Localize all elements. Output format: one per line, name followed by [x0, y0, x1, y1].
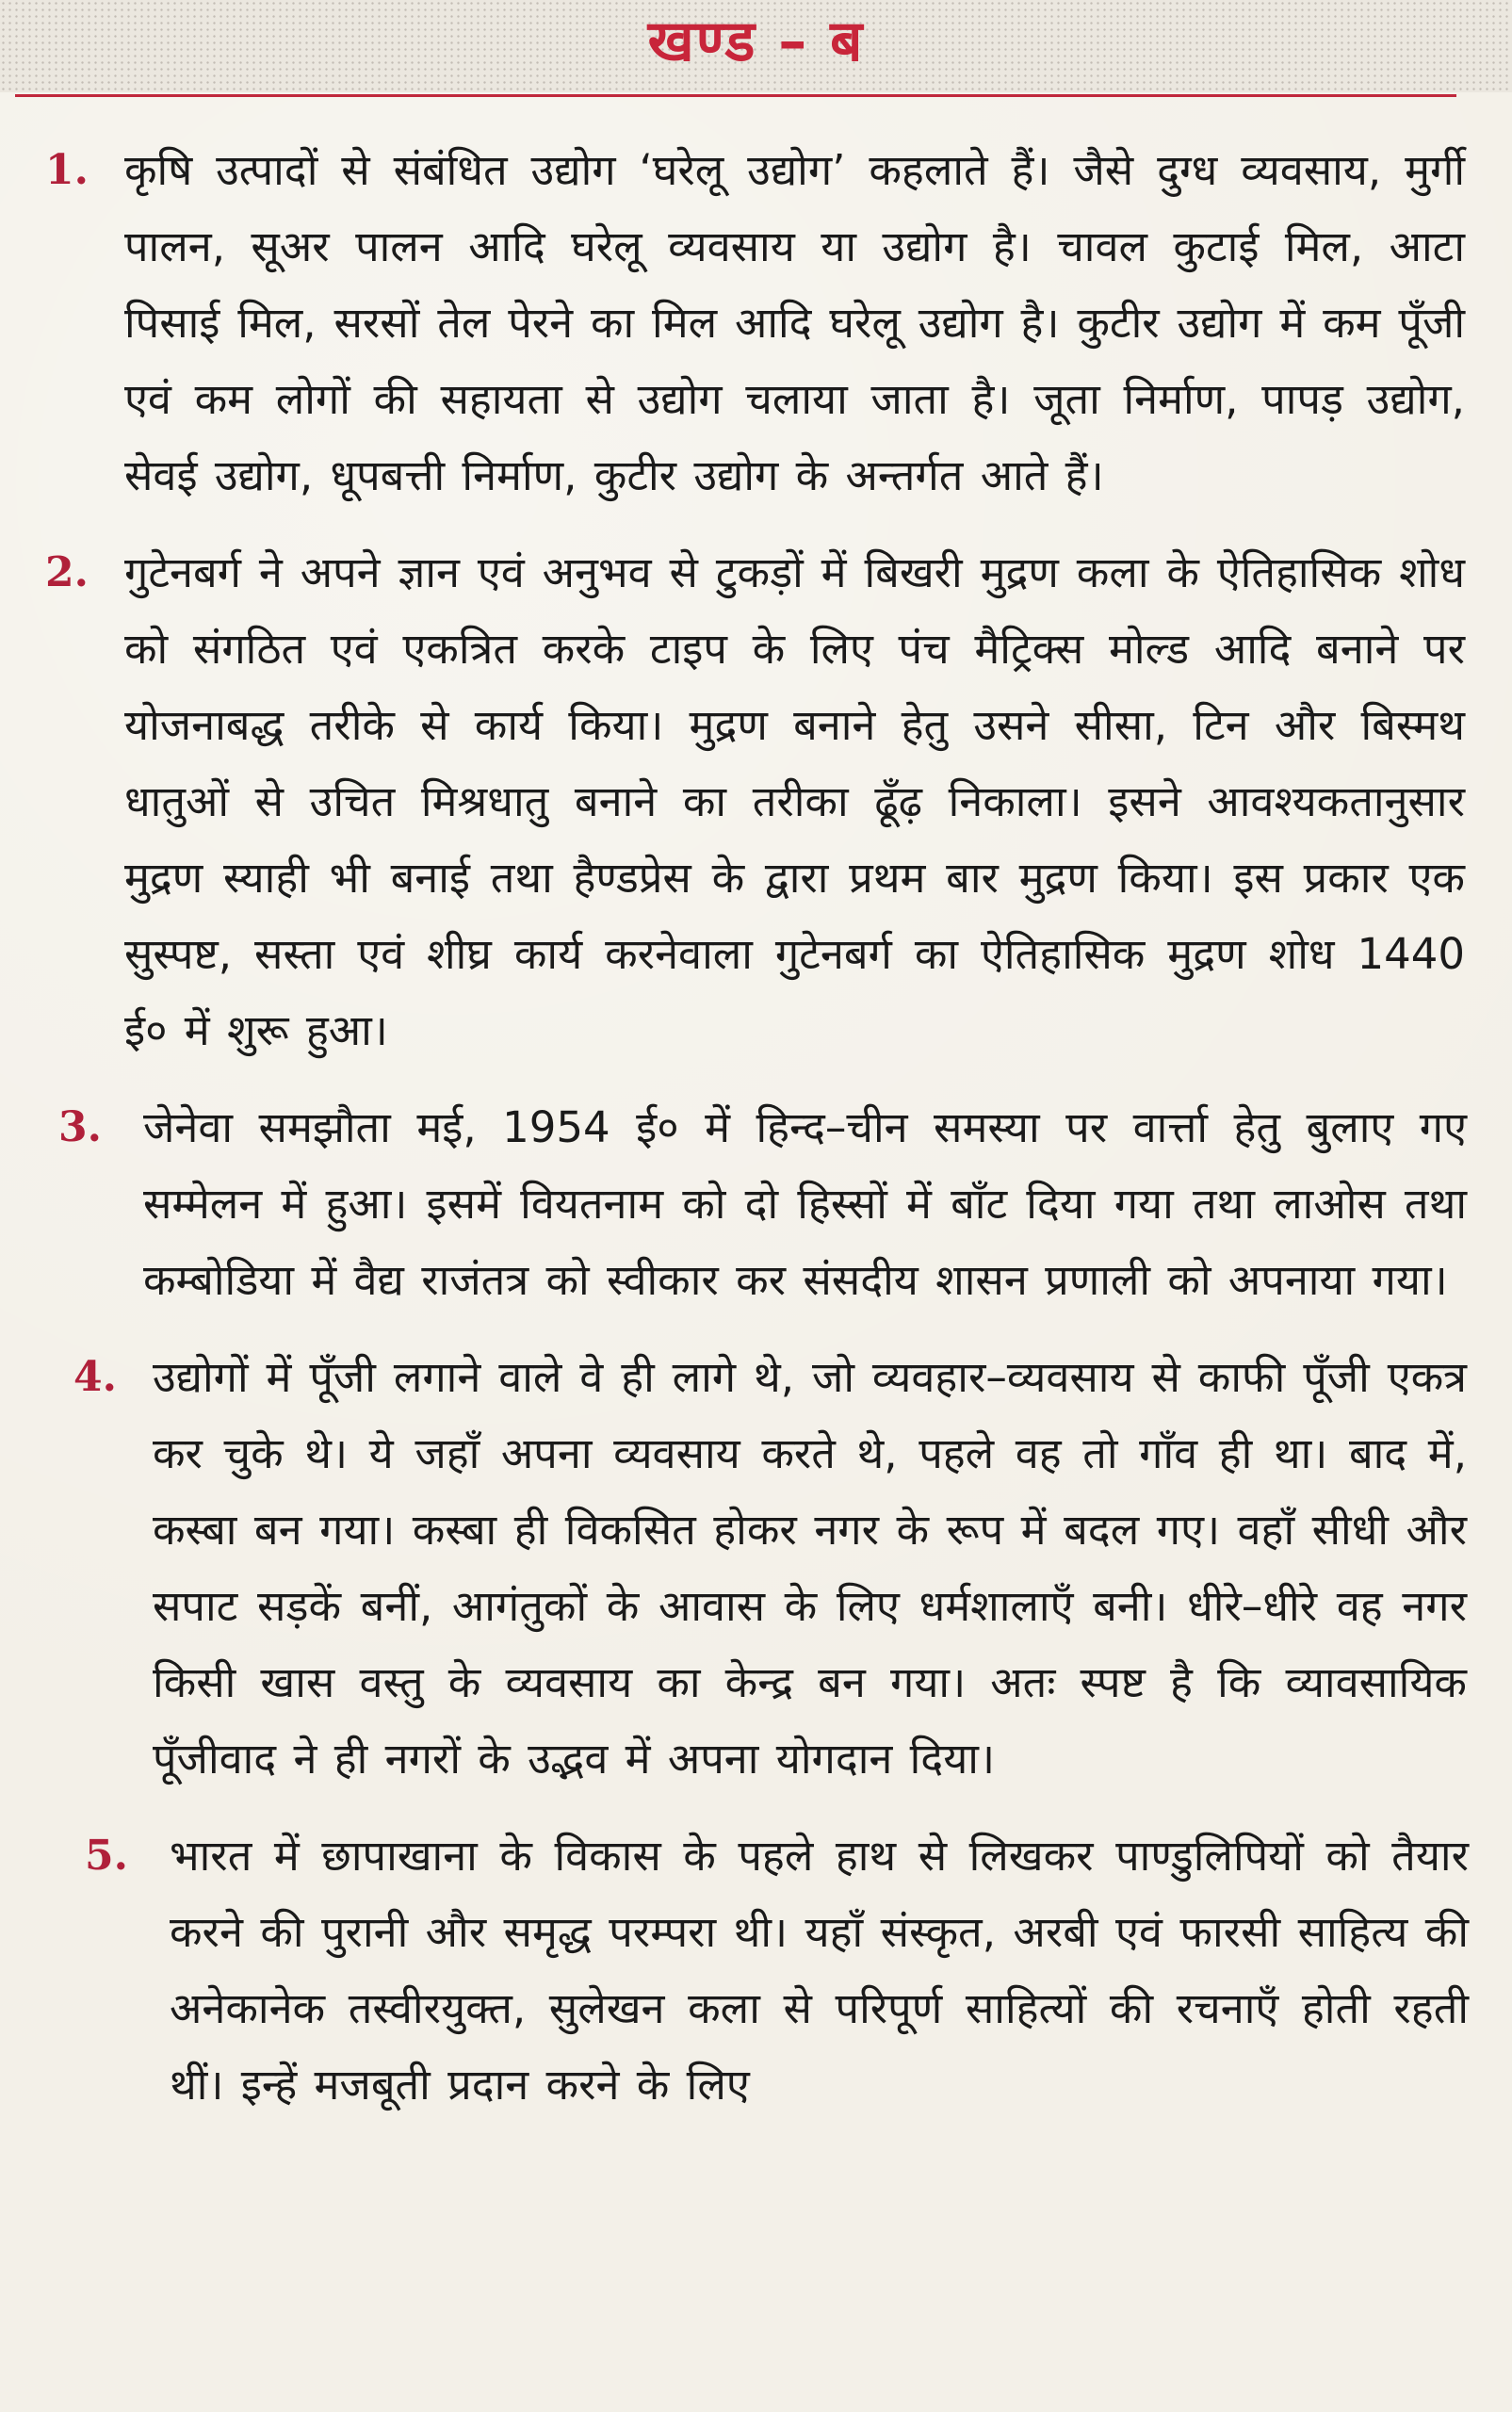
section-title: खण्ड – ब [647, 8, 865, 74]
answer-text: उद्योगों में पूँजी लगाने वाले वे ही लागे थे, जो व्यवहार–व्यवसाय से काफी पूँजी एकत्र कर चुके थे। ये जहाँ अपना व्यवसाय करते थे, पहले वह तो गाँव ही था। बाद में, कस्बा बन गया। कस्बा ही विकसित होकर नगर के रूप में बदल गए। वहाँ सीधी और सपाट सड़कें बनीं, आगंतुकों के आवास के लिए धर्मशालाएँ बनी। धीरे–धीरे वह नगर किसी खास वस्तु के व्यवसाय का केन्द्र बन गया। अतः स्पष्ट है कि व्यावसायिक पूँजीवाद ने ही नगरों के उद्भव में अपना योगदान दिया। [153, 1352, 1467, 1784]
answer-item [38, 1817, 1474, 2123]
answer-text: जेनेवा समझौता मई, 1954 ई० में हिन्द–चीन समस्या पर वार्त्ता हेतु बुलाए गए सम्मेलन में हुआ। इसमें वियतनाम को दो हिस्सों में बाँट दिया गया तथा लाओस तथा कम्बोडिया में वैद्य राजंतत्र को स्वीकार कर संसदीय शासन प्रणाली को अपनाया गया। [143, 1102, 1467, 1305]
answer-text: भारत में छापाखाना के विकास के पहले हाथ से लिखकर पाण्डुलिपियों को तैयार करने की पुरानी और समृद्ध परम्परा थी। यहाँ संस्कृत, अरबी एवं फारसी साहित्य की अनेकानेक तस्वीरयुक्त, सुलेखन कला से परिपूर्ण साहित्यों की रचनाएँ होती रहती थीं। इन्हें मजबूती प्रदान करने के लिए [170, 1831, 1469, 2110]
answers-list [38, 132, 1474, 2143]
answer-text: गुटेनबर्ग ने अपने ज्ञान एवं अनुभव से टुकड़ों में बिखरी मुद्रण कला के ऐतिहासिक शोध को संगठित एवं एकत्रित करके टाइप के लिए पंच मैट्रिक्स मोल्ड आदि बनाने पर योजनाबद्ध तरीके से कार्य किया। मुद्रण बनाने हेतु उसने सीसा, टिन और बिस्मथ धातुओं से उचित मिश्रधातु बनाने का तरीका ढूँढ़ निकाला। इसने आवश्यकतानुसार मुद्रण स्याही भी बनाई तथा हैण्डप्रेस के द्वारा प्रथम बार मुद्रण किया। इस प्रकार एक सुस्पष्ट, सस्ता एवं शीघ्र कार्य करनेवाला गुटेनबर्ग का ऐतिहासिक मुद्रण शोध 1440 ई० में शुरू हुआ। [124, 547, 1465, 1055]
answer-number: 5. [85, 1832, 128, 1880]
answer-item [38, 1339, 1474, 1797]
answer-number: 2. [45, 548, 89, 596]
answer-item [38, 132, 1474, 513]
answer-item [38, 1089, 1474, 1318]
answer-number: 4. [73, 1353, 117, 1401]
answer-item [38, 534, 1474, 1068]
answer-number: 1. [45, 146, 89, 194]
answer-number: 3. [58, 1103, 102, 1151]
answer-text: कृषि उत्पादों से संबंधित उद्योग ‘घरेलू उद्योग’ कहलाते हैं। जैसे दुग्ध व्यवसाय, मुर्गी पालन, सूअर पालन आदि घरेलू व्यवसाय या उद्योग है। चावल कुटाई मिल, आटा पिसाई मिल, सरसों तेल पेरने का मिल आदि घरेलू उद्योग है। कुटीर उद्योग में कम पूँजी एवं कम लोगों की सहायता से उद्योग चलाया जाता है। जूता निर्माण, पापड़ उद्योग, सेवई उद्योग, धूपबत्ती निर्माण, कुटीर उद्योग के अन्तर्गत आते हैं। [124, 145, 1465, 500]
header-divider [15, 94, 1456, 97]
